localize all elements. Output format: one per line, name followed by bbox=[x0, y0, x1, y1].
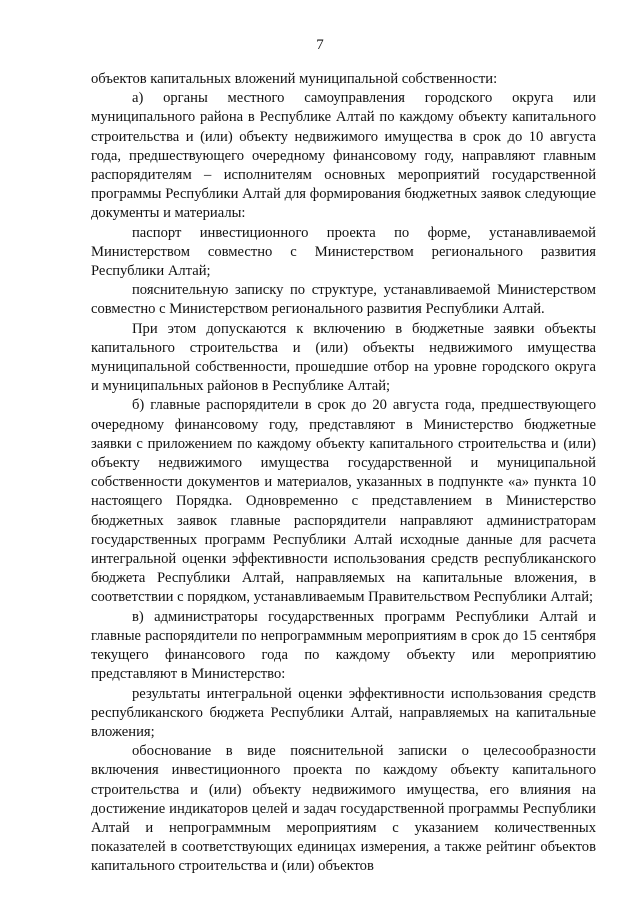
paragraph-continuation: объектов капитальных вложений муниципальной собственности: bbox=[91, 71, 498, 87]
paragraph-passport: паспорт инвестиционного проекта по форме, устанавливаемой Министерством совместно с Министерством регионального развития Республики Алтай; bbox=[91, 224, 596, 280]
paragraph-item-a: а) органы местного самоуправления городского округа или муниципального района в Республике Алтай по каждому объекту капитального строительства и (или) объекту недвижимого имущества в срок до 10 августа года, предшествующего очередному финансовому году, направляют главным распорядителям – исполнителям основных мероприятий государственной программы Республики Алтай для формирования бюджетных заявок следующие документы и материалы: bbox=[91, 90, 596, 222]
page-number: 7 bbox=[316, 37, 324, 53]
paragraph-explanatory-note: пояснительную записку по структуре, устанавливаемой Министерством совместно с Министерством регионального развития Республики Алтай. bbox=[91, 282, 596, 318]
paragraph-admission: При этом допускаются к включению в бюджетные заявки объекты капитального строительства и (или) объекты недвижимого имущества муниципальной собственности, прошедшие отбор на уровне городского округа и муниципальных районов в Республике Алтай; bbox=[91, 320, 596, 395]
paragraph-item-b: б) главные распорядители в срок до 20 августа года, предшествующего очередному финансовому году, представляют в Министерство бюджетные заявки с приложением по каждому объекту капитального строительства и (или) объекту недвижимого имущества государственной и муниципальной собственности документов и материалов, указанных в подпункте «а» пункта 10 настоящего Порядка. Одновременно с представлением в Министерство бюджетных заявок главные распорядители направляют администраторам государственных программ Республики Алтай исходные данные для расчета интегральной оценки эффективности использования средств республиканского бюджета Республики Алтай, направляемых на капитальные вложения, в соответствии с порядком, устанавливаемым Правительством Республики Алтай; bbox=[91, 397, 596, 606]
body-text bbox=[91, 70, 596, 877]
paragraph-item-v: в) администраторы государственных программ Республики Алтай и главные распорядители по непрограммным мероприятиям в срок до 15 сентября текущего финансового года по каждому объекту или мероприятию представляют в Министерство: bbox=[91, 608, 596, 683]
paragraph-results: результаты интегральной оценки эффективности использования средств республиканского бюджета Республики Алтай, направляемых на капитальные вложения; bbox=[91, 685, 596, 740]
paragraph-justification: обоснование в виде пояснительной записки о целесообразности включения инвестиционного проекта по каждому объекту капитального строительства и (или) объекту недвижимого имущества, его влияния на достижение индикаторов целей и задач государственной программы Республики Алтай и непрограммным мероприятиям с указанием количественных показателей в соответствующих единицах измерения, а также рейтинг объектов капитального строительства и (или) объектов bbox=[91, 743, 596, 875]
